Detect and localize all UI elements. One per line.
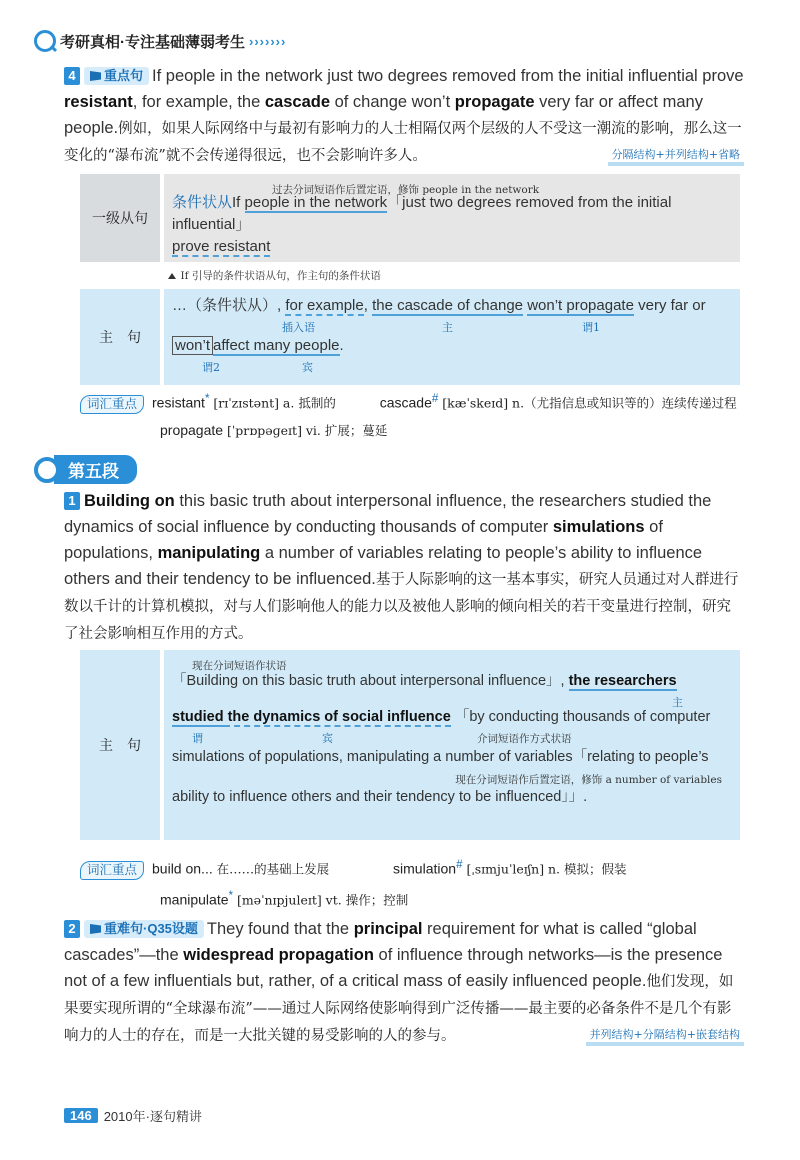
annotation: 谓 <box>192 732 203 745</box>
sentence-text: of populations, <box>64 518 663 562</box>
arrow-icon <box>168 273 176 279</box>
pronunciation: [kæˈskeɪd] <box>442 395 509 411</box>
sentence-text: a number of variables relating to people’s ability to influence others and their tendency to be influenced. <box>64 544 703 588</box>
sentence-text: requirement for what is called “global cascades”—the <box>64 920 697 964</box>
definition: vt. 操作；控制 <box>325 892 409 908</box>
page-number: 146 <box>64 1108 98 1123</box>
keyword: manipulating <box>157 544 261 562</box>
clause-text: . <box>339 337 344 354</box>
clause-text: …（条件状从）, <box>172 297 286 314</box>
row-label: 主 句 <box>80 289 160 385</box>
vocab-word: propagate <box>160 421 224 438</box>
annotation: 宾 <box>302 361 313 374</box>
pronunciation: [məˈnɪpjuleɪt] <box>236 892 322 908</box>
clause-cell <box>160 174 740 262</box>
row-label: 主 句 <box>80 650 160 840</box>
section-header <box>34 455 137 484</box>
pronunciation: [ˌsɪmjuˈleɪʃn] <box>466 861 545 877</box>
clause-text: won’t <box>172 336 213 355</box>
page-footer <box>64 1106 202 1125</box>
header-title: 考研真相·专注基础薄弱考生 <box>60 33 245 51</box>
keyword: propagate <box>454 93 535 111</box>
translation: 基于人际影响的这一基本事实，研究人员通过对人群进行数以千计的计算机模拟，对与人们影响他人的能力以及被他人影响的倾向相关的若干变量进行控制，研究了社会影响相互作用的方式。 <box>64 572 739 642</box>
annotation: 插入语 <box>282 321 315 334</box>
keyword: simulations <box>552 518 645 536</box>
analysis-table-2 <box>80 644 740 846</box>
row-label: 一级从句 <box>80 174 160 262</box>
clause-text: for example <box>285 297 364 314</box>
definition: n. 模拟；假装 <box>547 861 627 877</box>
clause-text: the cascade of change <box>372 297 524 314</box>
vocab-box-2: 词汇重点 build on... 在……的基础上发展 simulation# [ˌsɪmjuˈleɪʃn] n. 模拟；假装 manipulate* [məˈnɪpjuleɪt] vt. 操作；控制 <box>80 852 750 913</box>
key-sentence-tag: 重难句·Q35设题 <box>84 920 204 938</box>
clause-text: 「Building on this basic truth about interpersonal influence」, <box>172 673 569 689</box>
vocab-word: cascade <box>379 394 432 411</box>
sentence-text: this basic truth about interpersonal influence, the researchers studied the dynamics of social influence by conducting thousands of computer <box>64 492 712 536</box>
definition: vi. 扩展；蔓延 <box>305 422 388 438</box>
sentence-text: of change won’t <box>330 93 455 111</box>
annotation: 介词短语作方式状语 <box>477 733 572 745</box>
pronunciation: [rɪˈzɪstənt] <box>213 395 280 411</box>
definition: a. 抵制的 <box>282 395 336 411</box>
clause-text: , <box>363 297 373 314</box>
annotation: 宾 <box>322 732 333 745</box>
magnifier-icon <box>34 457 60 483</box>
keyword: widespread propagation <box>183 946 374 964</box>
keyword: Building on <box>84 492 175 510</box>
clause-text: 「just two degrees removed from the initial influential」 <box>172 194 672 233</box>
clause-text: the researchers <box>568 673 677 689</box>
clause-text: studied <box>172 709 224 725</box>
pronunciation: [ˈprɒpəɡeɪt] <box>226 422 302 438</box>
clause-text: people in the network <box>244 194 388 211</box>
annotation: 谓2 <box>202 361 220 374</box>
flag-icon <box>90 924 101 934</box>
keyword: principal <box>353 920 423 938</box>
sentence-text: very far or affect many people. <box>64 93 703 137</box>
clause-cell <box>160 650 740 840</box>
clause-text: If <box>232 194 245 211</box>
clause-text: simulations of populations, manipulating a number of variables「relating to people’s <box>172 749 709 765</box>
annotation: 现在分词短语作状语 <box>192 660 287 672</box>
vocab-tag: 词汇重点 <box>80 395 144 414</box>
clause-cell <box>160 289 740 385</box>
sentence-text: , for example, the <box>132 93 265 111</box>
annotation: 过去分词短语作后置定语，修饰 people in the network <box>272 184 540 196</box>
clause-type: 条件状从 <box>172 194 233 211</box>
flag-icon <box>90 71 101 81</box>
analysis-table-1 <box>80 168 740 391</box>
structure-label: 分隔结构+并列结构+省略 <box>608 148 744 166</box>
magnifier-logo-icon <box>34 30 56 52</box>
clause-text: ability to influence others and their tendency to be influenced」」. <box>172 789 588 805</box>
clause-text: the dynamics of social influence <box>223 709 451 725</box>
sentence-5-1 <box>64 488 744 647</box>
clause-text: very far or <box>633 297 706 314</box>
clause-text: 「by conducting thousands of computer <box>454 709 711 725</box>
definition: 在……的基础上发展 <box>216 861 330 877</box>
annotation: 谓1 <box>582 321 600 334</box>
clause-text: prove resistant <box>172 238 271 255</box>
vocab-tag: 词汇重点 <box>80 861 144 880</box>
vocab-word: resistant <box>152 394 205 411</box>
vocab-box-1: 词汇重点 resistant* [rɪˈzɪstənt] a. 抵制的 cascade# [kæˈskeɪd] n.（尤指信息或知识等的）连续传递过程 propagate [ˈprɒpəɡeɪt] vi. 扩展；蔓延 <box>80 386 750 444</box>
keyword: resistant <box>64 93 133 111</box>
section-title: 第五段 <box>54 455 137 484</box>
translation: 他们发现，如果要实现所谓的“全球瀑布流”——通过人际网络使影响得到广泛传播——最主要的必备条件不是几个有影响力的人士的存在，而是一大批关键的易受影响的人的参与。 <box>64 974 734 1044</box>
chevrons-decoration: ››››››› <box>249 33 287 49</box>
page-header <box>34 30 286 52</box>
sentence-number: 2 <box>64 920 80 938</box>
sentence-text: of influence through networks—is the presence not of a few influentials but, rather, of a critical mass of easily influenced people. <box>64 946 723 990</box>
annotation: 主 <box>672 696 683 709</box>
vocab-word: simulation <box>393 860 457 877</box>
sentence-4 <box>64 63 744 169</box>
sentence-text: They found that the <box>206 920 354 938</box>
sentence-number: 4 <box>64 67 80 85</box>
vocab-word: manipulate <box>160 891 229 908</box>
structure-label: 并列结构+分隔结构+嵌套结构 <box>586 1028 744 1046</box>
annotation: 现在分词短语作后置定语，修饰 a number of variables <box>455 774 722 786</box>
clause-text: affect many people <box>213 337 340 354</box>
keyword: cascade <box>264 93 330 111</box>
definition: n.（尤指信息或知识等的）连续传递过程 <box>512 395 737 411</box>
vocab-word: build on... <box>152 860 213 877</box>
clause-text: won’t propagate <box>527 297 634 314</box>
key-sentence-tag: 重点句 <box>84 67 149 85</box>
annotation: 主 <box>442 321 453 334</box>
footer-text: 2010年·逐句精讲 <box>103 1109 202 1124</box>
annotation: If 引导的条件状语从句，作主句的条件状语 <box>180 270 381 282</box>
sentence-number: 1 <box>64 492 80 510</box>
sentence-text: If people in the network just two degrees removed from the initial influential prove <box>152 67 744 85</box>
sentence-5-2 <box>64 916 744 1049</box>
translation: 例如，如果人际网络中与最初有影响力的人士相隔仅两个层级的人不受这一潮流的影响，那么这一变化的“瀑布流”就不会传递得很远，也不会影响许多人。 <box>64 121 742 164</box>
